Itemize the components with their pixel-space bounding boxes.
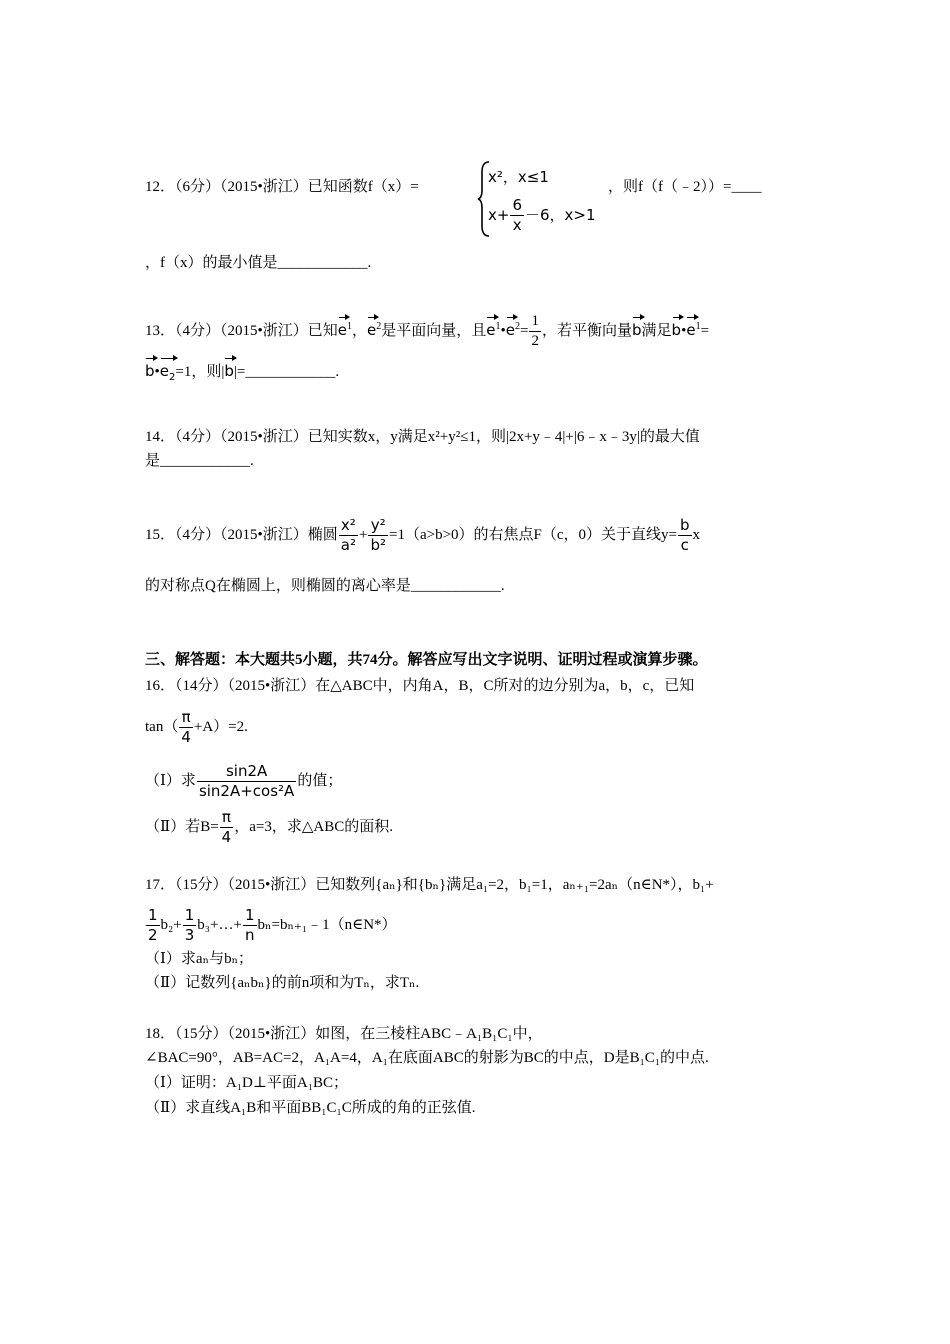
q16-line1: 16．（14分）（2015•浙江）在△ABC中，内角A，B，C所对的边分别为a，b，c，已知 (145, 678, 695, 694)
q13-line2: $b•e_2=1$，则|b|=____________. (145, 355, 339, 388)
q14-line2: 是____________. (145, 453, 254, 469)
q13-half: $\frac{1}{2}$ (531, 313, 539, 349)
q18-part2: （Ⅱ）求直线A₁B和平面BB₁C₁C所成的角的正弦值. (145, 1100, 476, 1116)
q12-line1 (145, 177, 419, 197)
q15-frac-b-c: $\frac{b}{c}$ (680, 516, 690, 554)
q17-part2: （Ⅱ）记数列{aₙbₙ}的前n项和为Tₙ，求Tₙ. (145, 975, 420, 991)
q15-frac-x: $\frac{\text{x²}}{\text{a²}}$ (340, 516, 356, 554)
q14-line1: 14．（4分）（2015•浙江）已知实数x，y满足x²+y²≤1，则|2x+y﹣4|+|6﹣x﹣3y|的最大值 (145, 429, 700, 445)
q13-line1: 13．（4分）（2015•浙江）已知$e^1$，$e^2$是平面向量，且$e^1•e^2=$ $\frac{1}{2}$ ，若平衡向量b满足$b•e^1=$ (145, 313, 710, 349)
section-3-heading: 三、解答题：本大题共5小题，共74分。解答应写出文字说明、证明过程或演算步骤。 (145, 652, 708, 668)
b-vector: b (632, 314, 642, 340)
q18-part1: （Ⅰ）证明：A₁D⊥平面A₁BC； (145, 1075, 348, 1091)
q12-head: 12．（6分）（2015•浙江）已知函数f（x）= (145, 179, 419, 195)
q17-part1: （Ⅰ）求aₙ与bₙ； (145, 951, 254, 967)
q17-line2: $\frac{1}{2}$ b₂+ $\frac{1}{3}$ b₃+…+ $\frac{1}{n}$ bₙ=bₙ₊₁﹣1（n∈N*） (148, 906, 397, 944)
q15-line2: 的对称点Q在椭圆上，则椭圆的离心率是____________. (145, 578, 505, 594)
q15-frac-y: $\frac{\text{y²}}{\text{b²}}$ (370, 516, 386, 554)
q12-line2: ，f（x）的最小值是____________. (145, 255, 372, 271)
q16-line2: tan（ $\frac{\pi}{4}$ +A）=2. (145, 708, 248, 746)
q16-part2: （Ⅱ）若B= $\frac{\pi}{4}$ ，a=3，求△ABC的面积. (145, 808, 393, 846)
q12-tail: ，则f（f（﹣2））=____ (608, 179, 762, 195)
q17-line1: 17．（15分）（2015•浙江）已知数列{aₙ}和{bₙ}满足a₁=2，b₁=1，aₙ₊₁=2aₙ（n∈N*），b₁+ (145, 877, 714, 893)
q15-line1: 15．（4分）（2015•浙江）椭圆 $\frac{\text{x²}}{\text{a²}}$ + $\frac{\text{y²}}{\text{b²}}$ =1（a>b>0）的右焦点F（c，0）关于直线y= $\frac{b}{c}$ x (145, 516, 701, 554)
q12-case2: x+ $\frac{6}{x}$ －6，x>1 (488, 196, 596, 234)
q18-line2: ∠BAC=90°，AB=AC=2，A₁A=4，A₁在底面ABC的射影为BC的中点，D是B₁C₁的中点. (145, 1050, 709, 1066)
q18-line1: 18．（15分）（2015•浙江）如图，在三棱柱ABC﹣A₁B₁C₁中， (145, 1026, 543, 1042)
q12-case1: x²，x≤1 (488, 168, 549, 186)
e2-vector: e (367, 314, 376, 340)
e1-vector: e (338, 314, 347, 340)
q16-part1: （Ⅰ）求 $\frac{\sin 2A}{\text{sin2A+cos²A}}$ 的值； (145, 762, 343, 800)
